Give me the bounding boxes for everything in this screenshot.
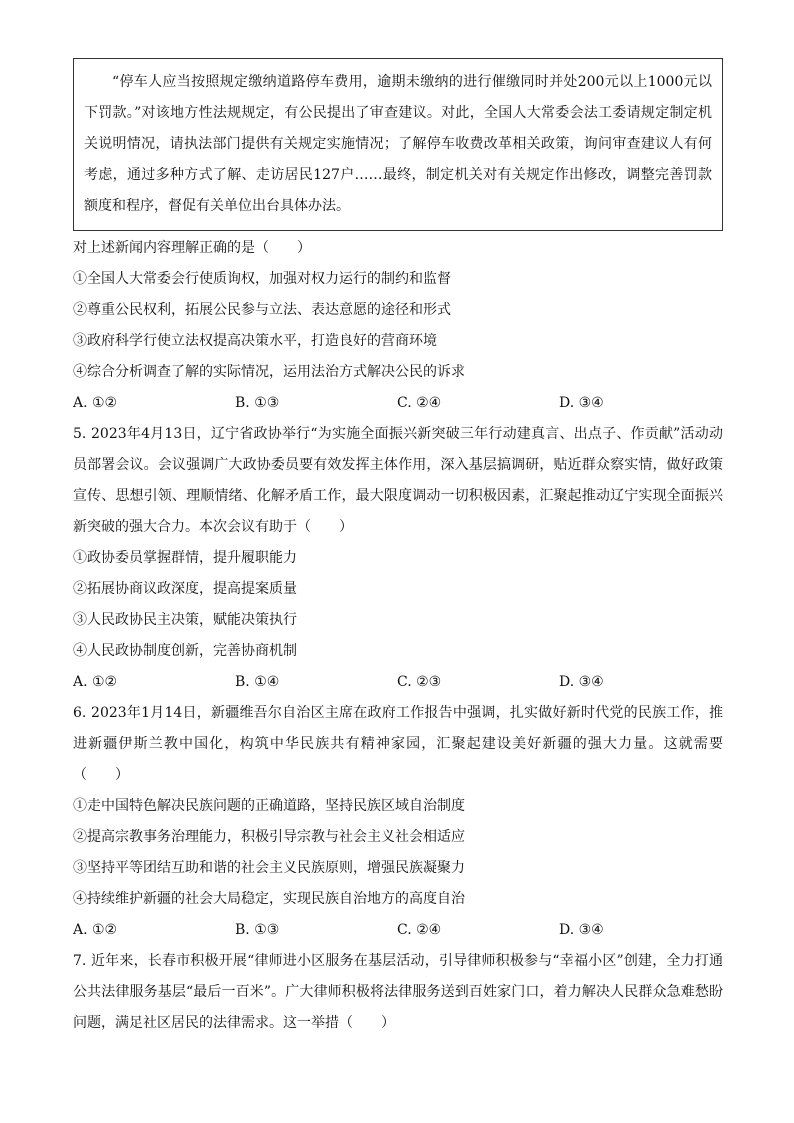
option-d[interactable]: D. ③④: [559, 395, 604, 411]
question-7-stem: 7. 近年来，长春市积极开展“律师进小区服务在基层活动，引导律师积极参与“幸福小区”创建，全力打通公共法律服务基层“最后一百米”。广大律师积极将法律服务送到百姓家门口，着力解决人民群众急难愁盼问题，满足社区居民的法律需求。这一举措（ ）: [73, 953, 723, 1031]
option-d[interactable]: D. ③④: [559, 674, 604, 690]
question-4-item-1: ①全国人大常委会行使质询权，加强对权力运行的制约和监督: [73, 271, 451, 287]
question-5-item-2: ②拓展协商议政深度，提高提案质量: [73, 581, 297, 597]
news-excerpt-box: [73, 58, 723, 231]
option-b[interactable]: B. ①④: [235, 674, 280, 690]
question-5-options: [73, 667, 723, 698]
question-6-item-1: ①走中国特色解决民族问题的正确道路，坚持民族区域自治制度: [73, 798, 465, 814]
question-4-item-2: ②尊重公民权利，拓展公民参与立法、表达意愿的途径和形式: [73, 302, 451, 318]
option-c[interactable]: C. ②④: [397, 395, 442, 411]
question-4-item-3: ③政府科学行使立法权提高决策水平，打造良好的营商环境: [73, 333, 437, 349]
question-5-item-3: ③人民政协民主决策，赋能决策执行: [73, 612, 297, 628]
option-b[interactable]: B. ①③: [235, 922, 280, 938]
option-a[interactable]: A. ①②: [73, 922, 118, 938]
question-6-item-3: ③坚持平等团结互助和谐的社会主义民族原则，增强民族凝聚力: [73, 860, 465, 876]
question-4-item-4: ④综合分析调查了解的实际情况，运用法治方式解决公民的诉求: [73, 364, 465, 380]
option-a[interactable]: A. ①②: [73, 395, 118, 411]
question-6-item-4: ④持续维护新疆的社会大局稳定，实现民族自治地方的高度自治: [73, 891, 465, 907]
question-6-stem: 6. 2023年1月14日，新疆维吾尔自治区主席在政府工作报告中强调，扎实做好新时代党的民族工作，推进新疆伊斯兰教中国化，构筑中华民族共有精神家园，汇聚起建设美好新疆的强大力量。这就需要（ ）: [73, 705, 723, 783]
question-6: [73, 698, 723, 946]
question-5: [73, 419, 723, 698]
question-5-stem: 5. 2023年4月13日，辽宁省政协举行“为实施全面振兴新突破三年行动建真言、出点子、作贡献”活动动员部署会议。会议强调广大政协委员要有效发挥主体作用，深入基层搞调研，贴近群众察实情，做好政策宣传、思想引领、理顺情绪、化解矛盾工作，最大限度调动一切积极因素，汇聚起推动辽宁实现全面振兴新突破的强大合力。本次会议有助于（ ）: [73, 426, 723, 535]
question-4-stem: 对上述新闻内容理解正确的是（ ）: [73, 240, 311, 256]
option-c[interactable]: C. ②④: [397, 922, 442, 938]
question-6-options: [73, 915, 723, 946]
option-d[interactable]: D. ③④: [559, 922, 604, 938]
question-4: [73, 233, 723, 419]
question-5-item-1: ①政协委员掌握群情，提升履职能力: [73, 550, 297, 566]
option-a[interactable]: A. ①②: [73, 674, 118, 690]
option-b[interactable]: B. ①③: [235, 395, 280, 411]
question-5-item-4: ④人民政协制度创新，完善协商机制: [73, 643, 297, 659]
news-excerpt-text: “停车人应当按照规定缴纳道路停车费用，逾期未缴纳的进行催缴同时并处200元以上1000元以下罚款。”对该地方性法规规定，有公民提出了审查建议。对此，全国人大常委会法工委请规定制定机关说明情况，请执法部门提供有关规定实施情况；了解停车收费改革相关政策，询问审查建议人有何考虑，通过多种方式了解、走访居民127户……最终，制定机关对有关规定作出修改，调整完善罚款额度和程序，督促有关单位出台具体办法。: [84, 74, 712, 214]
exam-page: [73, 58, 723, 1039]
option-c[interactable]: C. ②③: [397, 674, 442, 690]
question-4-options: [73, 388, 723, 419]
question-6-item-2: ②提高宗教事务治理能力，积极引导宗教与社会主义社会相适应: [73, 829, 465, 845]
question-7: [73, 946, 723, 1039]
